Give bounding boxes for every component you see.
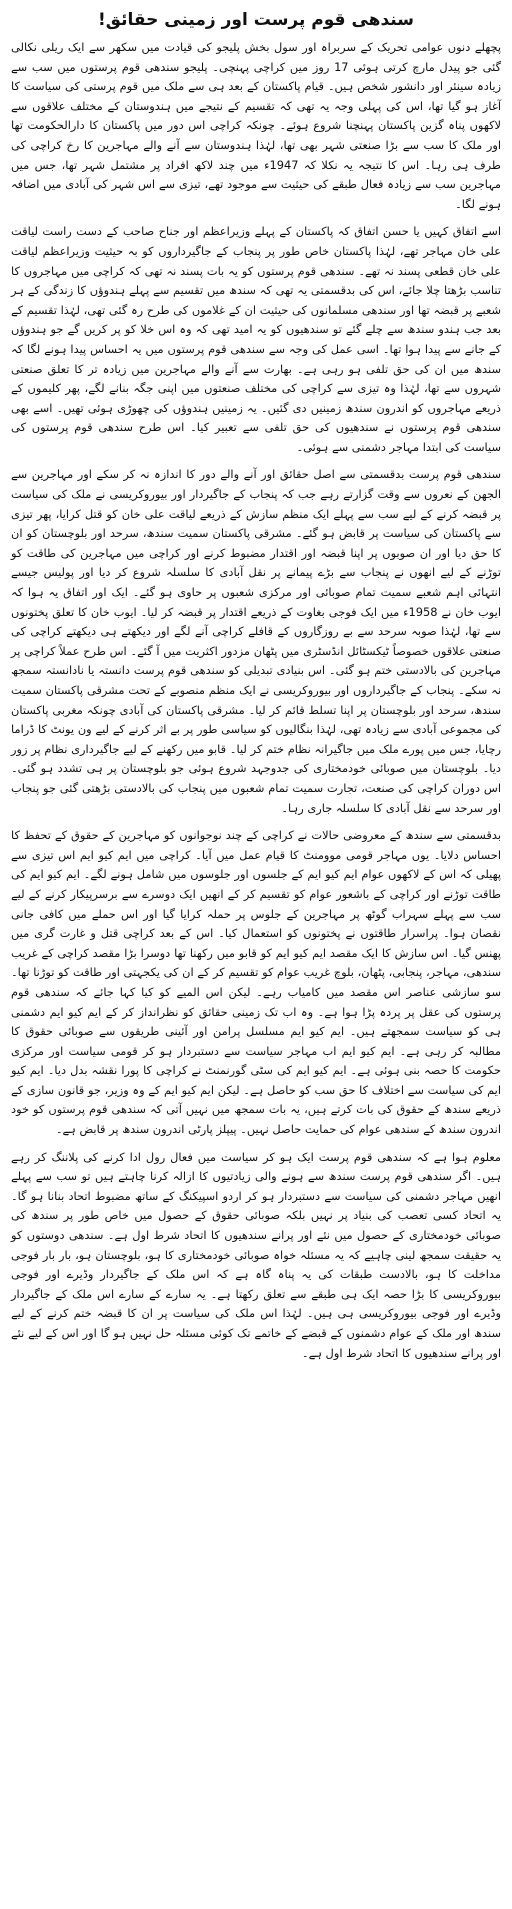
article-paragraph-2: اسے اتفاق کہیں یا حسن اتفاق کہ پاکستان کے پہلے وزیراعظم اور جناح صاحب کے دست راست لیاقت علی خان مہاجر تھے، لہٰذا پاکستان خاص طور پر پنجاب کے جاگیرداروں کو بہ حیثیت وزیراعظم لیاقت علی خان قطعی پسند نہ تھے۔ سندھی قوم پرستوں کو یہ بات پسند نہ تھی کہ کراچی میں مہاجروں کا تناسب بڑھتا چلا جائے، اس کی بدقسمتی یہ تھی کہ سندھ میں تقسیم سے پہلے ہندوؤں کا زندگی کے ہر شعبے پر قبضہ تھا اور سندھی مسلمانوں کی حیثیت ان کے غلاموں کی طرح رہ گئی تھی، لہٰذا تقسیم کے بعد جب ہندو سندھ سے چلے گئے تو سندھیوں کو یہ امید تھی کہ وہ اس خلا کو پر کریں گے جو ہندوؤں کے جانے سے پیدا ہوا تھا۔ اسی عمل کی وجہ سے سندھی قوم پرستوں میں یہ احساس پیدا ہونے لگا کہ سندھ میں ان کی حق تلفی ہو رہی ہے۔ بھارت سے آنے والے مہاجرین میں زیادہ تر کا تعلق صنعتی شہروں سے تھا، لہٰذا وہ تیزی سے کراچی کی مختلف صنعتوں میں اپنی جگہ بنانے لگے، پھر کلیموں کے ذریعے مہاجروں کو اندرون سندھ زمینیں دی گئیں۔ یہ زمینیں ہندوؤں کی چھوڑی ہوئی تھیں۔ اسے بھی سندھی قوم پرستوں نے سندھیوں کی حق تلفی سے تعبیر کیا۔ اس طرح سندھی قوم پرستوں کی سیاست کی ابتدا مہاجر دشمنی سے ہوئی۔ xyxy=(11,224,501,454)
article-paragraph-1: پچھلے دنوں عوامی تحریک کے سربراہ اور سول بخش پلیجو کی قیادت میں سکھر سے ایک ریلی نکالی گئی جو پیدل مارچ کرتی ہوئی 17 روز میں کراچی پہنچی۔ پلیجو سندھی قوم پرستوں میں سب سے زیادہ سینئر اور دانشور شخص ہیں۔ قیام پاکستان کے بعد ہی سے ملک میں قوم پرستی کی سیاست کا آغاز ہو گیا تھا، اس کی پہلی وجہ یہ تھی کہ تقسیم کے نتیجے میں ہندوستان کے مختلف علاقوں سے لاکھوں پناہ گزین پاکستان پہنچنا شروع ہوئے۔ چونکہ کراچی اس دور میں پاکستان کا دارالحکومت تھا اور ملک کا سب سے بڑا صنعتی شہر بھی تھا، لہٰذا ہندوستان سے آنے والے مہاجرین کا رخ کراچی کی طرف ہی رہا۔ اس کا نتیجہ یہ نکلا کہ 1947ء میں چند لاکھ افراد پر مشتمل شہر تھا، جس میں مہاجرین سب سے زیادہ فعال طبقے کی حیثیت سے موجود تھے، تیزی سے اس شہر کی آبادی میں اضافہ ہونے لگا۔ xyxy=(11,40,501,211)
article-paragraph-3: سندھی قوم پرست بدقسمتی سے اصل حقائق اور آنے والے دور کا اندازہ نہ کر سکے اور مہاجرین سے الجھن کے نعروں سے وقت گزارتے رہے جب کہ پنجاب کے جاگیردار اور بیوروکریسی نے ملک کی سیاست پر قبضہ کرنے کے لیے سب سے پہلے ایک منظم سازش کے ذریعے لیاقت علی خان کو قتل کرایا، پھر تیزی سے پاکستان کی سیاست پر قابض ہو گئے۔ مشرقی پاکستان سمیت سندھ، سرحد اور بلوچستان کو ان کا حق دیا اور ان صوبوں پر اپنا قبضہ اور اقتدار مضبوط کرنے اور کراچی میں مہاجرین کی طاقت کو توڑنے کے لیے انھوں نے پنجاب سے بڑے پیمانے پر نقل آبادی کا سلسلہ شروع کر دیا اور پولیس جیسے انتہائی اہم شعبے سمیت تمام صوبائی اور مرکزی شعبوں پر حاوی ہو گئے۔ ایک اور اتفاق یہ ہوا کہ ایوب خان نے 1958ء میں ایک فوجی بغاوت کے ذریعے اقتدار پر قبضہ کر لیا۔ ایوب خان کا تعلق پختونوں سے تھا، لہٰذا صوبہ سرحد سے بے روزگاروں کے قافلے کراچی آنے لگے اور دیکھتے ہی دیکھتے کراچی کی صنعتی علاقوں خصوصاً ٹیکسٹائل انڈسٹری میں پٹھان مزدور اکثریت میں آ گئے۔ اس طرح عملاً کراچی پر مہاجرین کی بالادستی ختم ہو گئی۔ اس بنیادی تبدیلی کو سندھی قوم پرست دانستہ یا نادانستہ سمجھ نہ سکے۔ پنجاب کے جاگیرداروں اور بیوروکریسی نے ایک منظم منصوبے کے تحت مشرقی پاکستان سمیت سندھ، سرحد اور بلوچستان پر اپنا تسلط قائم کر لیا۔ مشرقی پاکستان کی آبادی چونکہ مغربی پاکستان کی مجموعی آبادی سے زیادہ تھی، لہٰذا بنگالیوں کو سیاسی طور پر بے اثر کرنے کے لیے ون یونٹ کا ڈراما رچایا، جس میں پورے ملک میں جاگیرانہ نظام ختم کر لیا۔ قابو میں رکھنے کے لیے جاگیرداری نظام پر زور دیا۔ بلوچستان میں صوبائی خودمختاری کی جدوجہد شروع ہوئی جو بلوچستان پر ہی تشدد ہو گئی۔ اس دوران کراچی کی صنعت، تجارت سمیت تمام شعبوں میں پنجاب کی بالادستی بڑھتی گئی جو پنجاب اور سرحد سے نقل آبادی کا سلسلہ جاری رہا۔ xyxy=(11,467,501,815)
article-paragraph-5: معلوم ہوا ہے کہ سندھی قوم پرست ایک ہو کر سیاست میں فعال رول ادا کرنے کی پلاننگ کر رہے ہیں۔ اگر سندھی قوم پرست سندھ سے ہونے والی زیادتیوں کا ازالہ کرنا چاہتے ہیں تو سب سے پہلے انھیں مہاجر دشمنی کی سیاست سے دستبردار ہو کر اردو اسپیکنگ کے ساتھ مضبوط اتحاد بنانا ہو گا۔ یہ اتحاد کسی تعصب کی بنیاد پر نہیں بلکہ صوبائی حقوق کے حصول میں خاص طور پر سندھ کی صوبائی خودمختاری کے حصول میں نئے اور پرانے سندھیوں کا اتحاد شرط اول ہے۔ سندھی دوستوں کو یہ حقیقت سمجھ لینی چاہیے کہ یہ مسئلہ خواہ صوبائی خودمختاری کا ہو، بلوچستان ہو، بار بار فوجی مداخلت کا ہو، بالادست طبقات کی یہ پناہ گاہ ہے کہ اس ملک کے جاگیردار وڈیرے اور فوجی بیوروکریسی کا بڑا حصہ ایک ہی طبقے سے تعلق رکھتا ہے۔ یہ سارے کے سارے اس ملک کے جاگیردار وڈیرے اور فوجی بیوروکریسی ہی ہیں۔ لہٰذا اس ملک کی سیاست پر ان کا قبضہ ختم کرنے کے لیے سندھ اور ملک کے عوام دشمنوں کے قبضے کے خاتمے تک کوئی مسئلہ حل نہیں ہو گا اور اس کے لیے نئے اور پرانے سندھیوں کا اتحاد شرط اول ہے۔ xyxy=(11,1149,501,1360)
article-paragraph-4: بدقسمتی سے سندھ کے معروضی حالات نے کراچی کے چند نوجوانوں کو مہاجرین کے حقوق کے تحفظ کا احساس دلایا۔ یوں مہاجر قومی موومنٹ کا قیام عمل میں آیا۔ کراچی میں ایم کیو ایم اس تیزی سے پھیلی کہ اس کے لاکھوں عوام ایم کیو ایم کے جلسوں اور جلوسوں میں شامل ہونے لگے۔ ایم کیو ایم کی طاقت توڑنے اور کراچی کے باشعور عوام کو تقسیم کر کے انھیں ایک دوسرے سے برسرپیکار کرنے کے لیے سب سے پہلے سہراب گوٹھ پر مہاجرین کے جلوس پر حملہ کرایا گیا اور اس حملے میں کافی جانی نقصان ہوا۔ پراسرار طاقتوں نے پختونوں کو استعمال کیا۔ اس کے بعد کراچی قتل و غارت گری میں پھنس گیا۔ اس سازش کا ایک مقصد ایم کیو ایم کو قابو میں رکھنا تھا دوسرا بڑا مقصد کراچی کے غریب سندھی، مہاجر، پنجابی، پٹھان، بلوچ غریب عوام کو تقسیم کر کے ان کی یکجہتی اور طاقت کو توڑنا تھا۔ سو سازشی عناصر اس مقصد میں کامیاب رہے۔ لیکن اس المیے کو کیا کہا جائے کہ سندھی قوم پرستوں کی عقل پر پردہ پڑا ہوا ہے۔ وہ اب تک زمینی حقائق کو نظرانداز کر کے ایم کیو ایم دشمنی ہی کو سیاست سمجھتے ہیں۔ ایم کیو ایم مسلسل پرامن اور آئینی طریقوں سے صوبائی حقوق کا مطالبہ کر رہی ہے۔ ایم کیو ایم اب مہاجر سیاست سے دستبردار ہو کر قومی سیاست اور مرکزی حکومت کا حصہ بنی ہوئی ہے۔ ایم کیو ایم کی سٹی گورنمنٹ نے کراچی کا پورا نقشہ بدل دیا۔ ایم کیو ایم کی سیاست سے اختلاف کا حق سب کو حاصل ہے۔ لیکن ایم کیو ایم کے وہ وزیر، جو قانون سازی کے ذریعے سندھ کے حقوق کی بات کرتے ہیں، یہ بات سمجھ میں نہیں آتی کہ سندھی قوم پرستوں کو خود اندرون سندھ کے سندھی عوام کی حمایت حاصل نہیں۔ پیپلز پارٹی اندرون سندھ پر قابض ہے۔ xyxy=(11,828,501,1137)
article-body xyxy=(11,38,501,1363)
article-title: سندھی قوم پرست اور زمینی حقائق! xyxy=(98,10,414,30)
